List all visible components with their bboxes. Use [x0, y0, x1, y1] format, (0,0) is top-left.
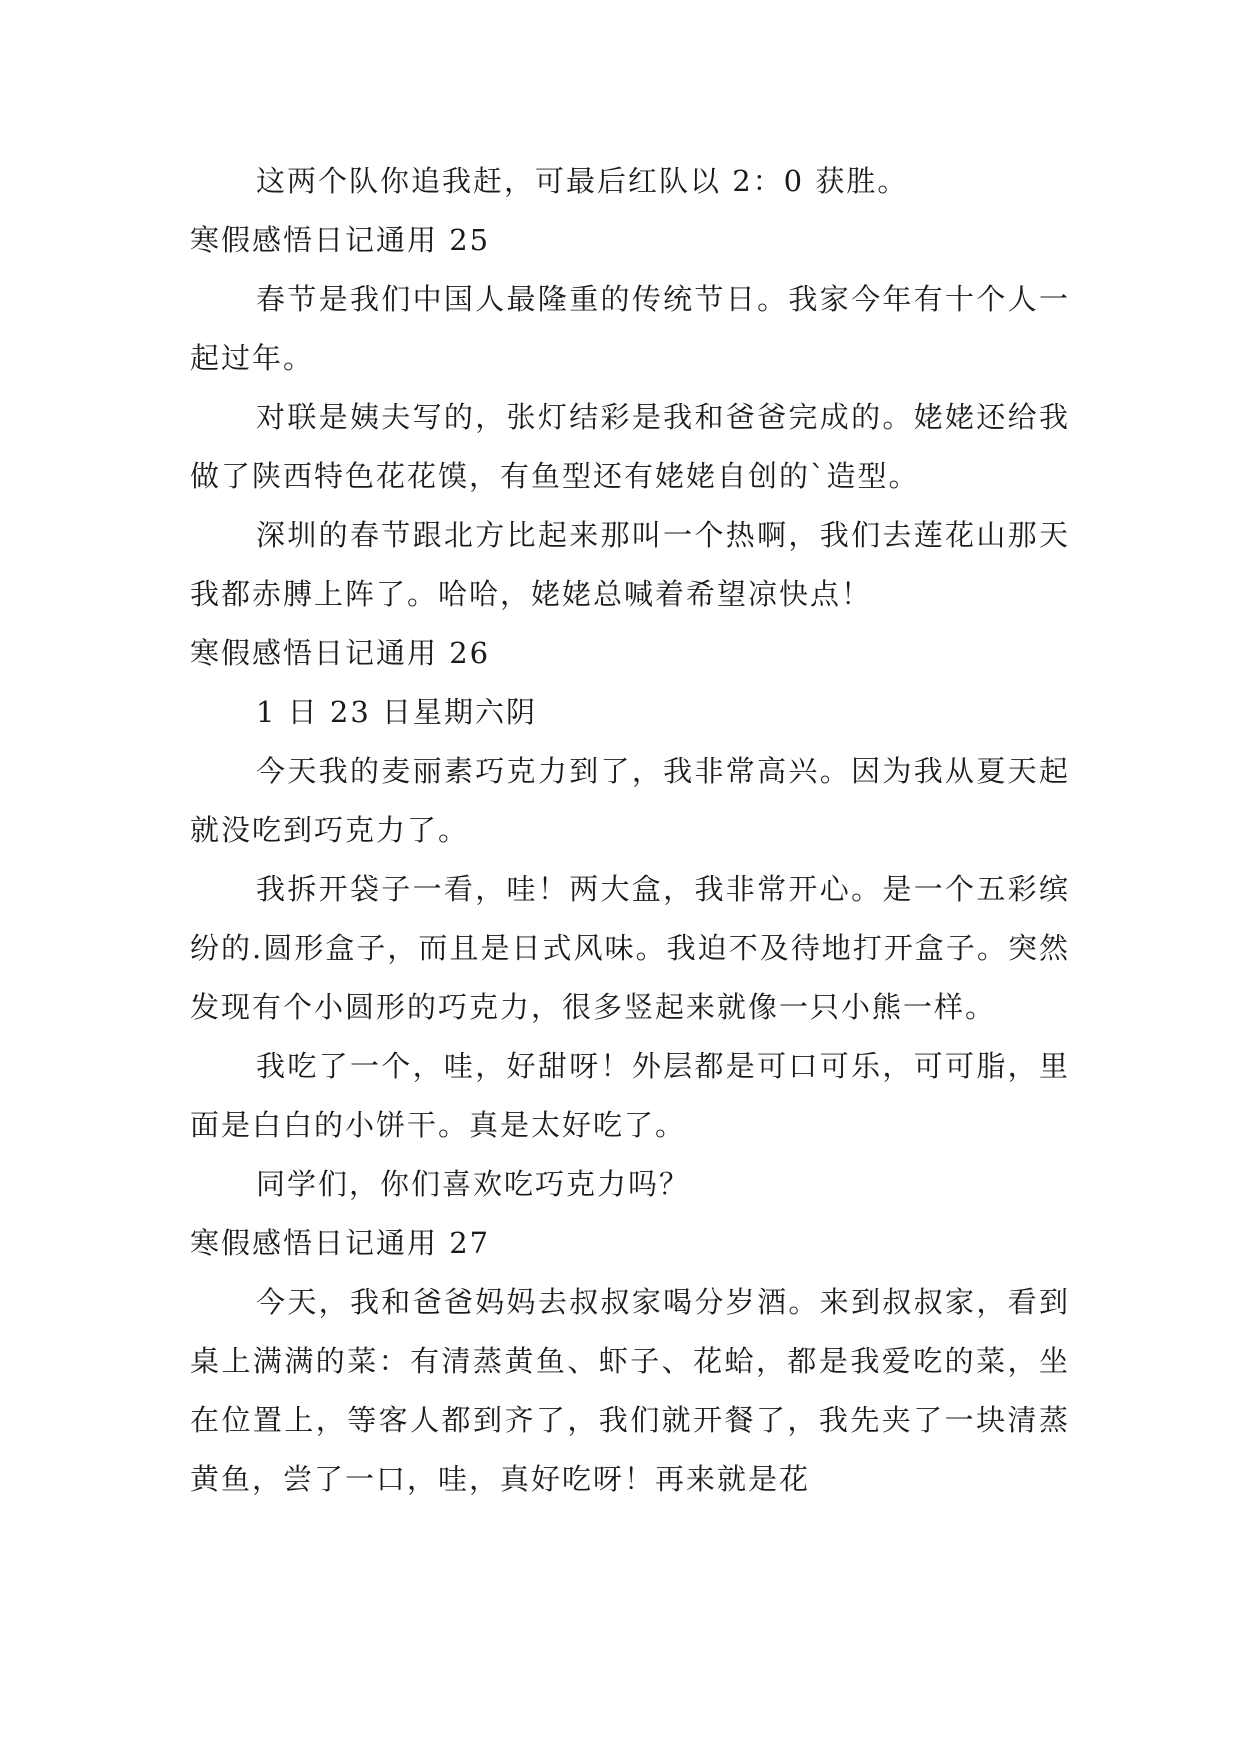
paragraph: 这两个队你追我赶，可最后红队以 2：0 获胜。 [256, 164, 909, 198]
paragraph: 对联是姨夫写的，张灯结彩是我和爸爸完成的。姥姥还给我做了陕西特色花花馍，有鱼型还有姥姥自创的`造型。 [190, 400, 1070, 493]
paragraph: 深圳的春节跟北方比起来那叫一个热啊，我们去莲花山那天我都赤膊上阵了。哈哈，姥姥总喊着希望凉快点！ [190, 518, 1070, 611]
section-heading: 寒假感悟日记通用 26 [190, 636, 491, 670]
paragraph: 同学们，你们喜欢吃巧克力吗？ [256, 1167, 691, 1201]
paragraph: 我吃了一个，哇，好甜呀！外层都是可口可乐，可可脂，里面是白白的小饼干。真是太好吃了。 [190, 1049, 1070, 1142]
date-line: 1 日 23 日星期六阴 [256, 695, 538, 729]
paragraph: 今天我的麦丽素巧克力到了，我非常高兴。因为我从夏天起就没吃到巧克力了。 [190, 754, 1070, 847]
paragraph: 春节是我们中国人最隆重的传统节日。我家今年有十个人一起过年。 [190, 282, 1070, 375]
section-heading: 寒假感悟日记通用 27 [190, 1226, 491, 1260]
document-page [190, 152, 1070, 1509]
section-heading: 寒假感悟日记通用 25 [190, 223, 491, 257]
paragraph: 今天，我和爸爸妈妈去叔叔家喝分岁酒。来到叔叔家，看到桌上满满的菜：有清蒸黄鱼、虾子、花蛤，都是我爱吃的菜，坐在位置上，等客人都到齐了，我们就开餐了，我先夹了一块清蒸黄鱼，尝了一口，哇，真好吃呀！再来就是花 [190, 1285, 1070, 1496]
paragraph: 我拆开袋子一看，哇！两大盒，我非常开心。是一个五彩缤纷的.圆形盒子，而且是日式风味。我迫不及待地打开盒子。突然发现有个小圆形的巧克力，很多竖起来就像一只小熊一样。 [190, 872, 1070, 1024]
